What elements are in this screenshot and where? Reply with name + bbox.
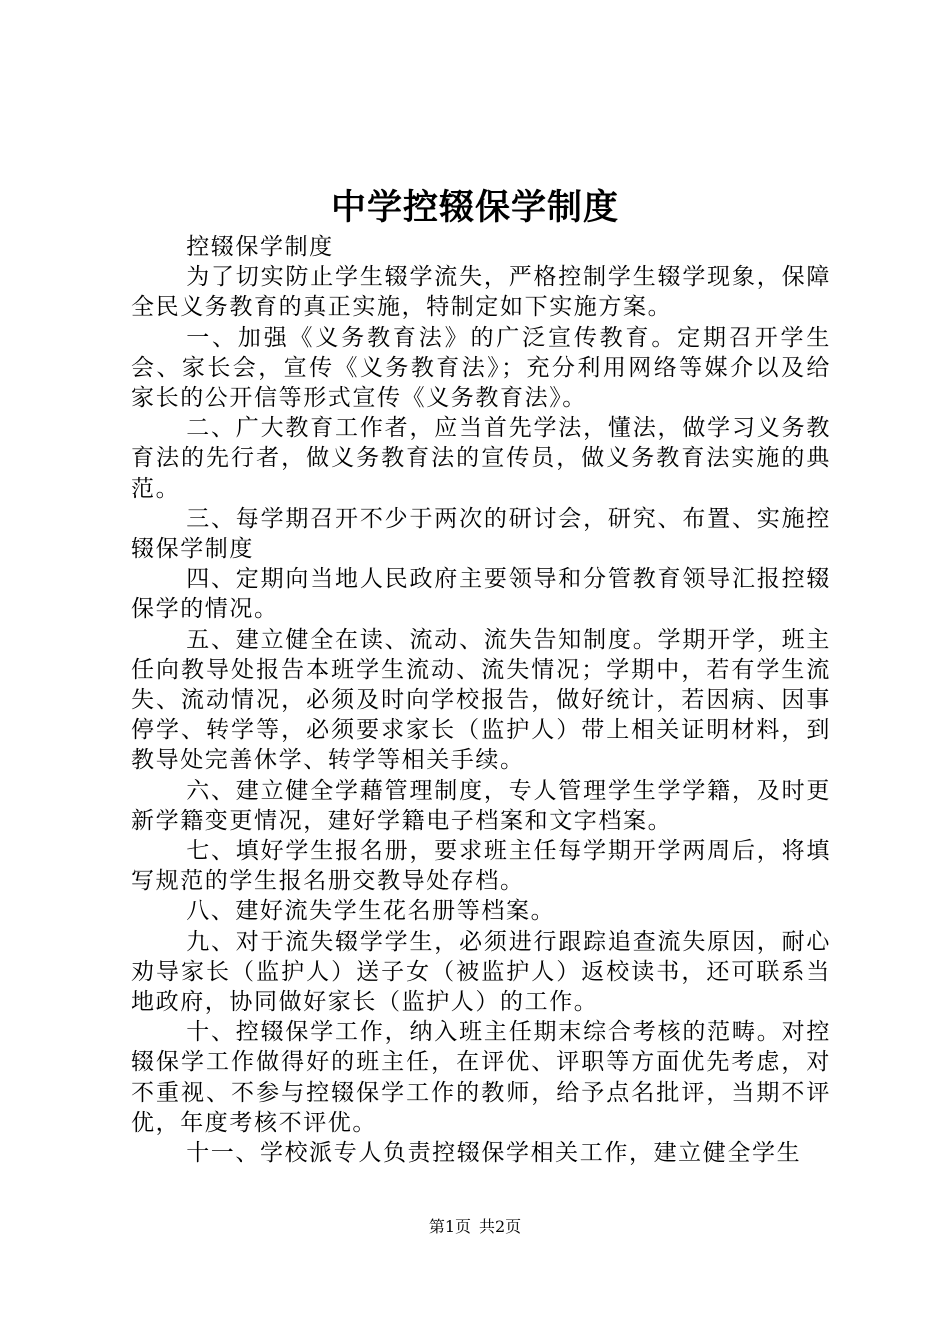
paragraph-item-7: 七、填好学生报名册，要求班主任每学期开学两周后，将填写规范的学生报名册交教导处存档。 (131, 838, 831, 895)
page-number-total: 共2页 (479, 1217, 522, 1236)
paragraph-item-5: 五、建立健全在读、流动、流失告知制度。学期开学，班主任向教导处报告本班学生流动、流失情况；学期中，若有学生流失、流动情况，必须及时向学校报告，做好统计，若因病、因事停学、转学等，必须要求家长（监护人）带上相关证明材料，到教导处完善休学、转学等相关手续。 (131, 626, 831, 774)
document-body (131, 232, 831, 1168)
paragraph-item-4: 四、定期向当地人民政府主要领导和分管教育领导汇报控辍保学的情况。 (131, 566, 831, 623)
paragraph-intro: 为了切实防止学生辍学流失，严格控制学生辍学现象，保障全民义务教育的真正实施，特制定如下实施方案。 (131, 264, 831, 321)
paragraph-item-1: 一、加强《义务教育法》的广泛宣传教育。定期召开学生会、家长会，宣传《义务教育法》；充分利用网络等媒介以及给家长的公开信等形式宣传《义务教育法》。 (131, 324, 831, 412)
paragraph-item-9: 九、对于流失辍学学生，必须进行跟踪追查流失原因，耐心劝导家长（监护人）送子女（被监护人）返校读书，还可联系当地政府，协同做好家长（监护人）的工作。 (131, 928, 831, 1016)
page-footer (0, 1216, 950, 1238)
paragraph-item-10: 十、控辍保学工作，纳入班主任期末综合考核的范畴。对控辍保学工作做得好的班主任，在评优、评职等方面优先考虑，对不重视、不参与控辍保学工作的教师，给予点名批评，当期不评优，年度考核不评优。 (131, 1019, 831, 1136)
paragraph-item-2: 二、广大教育工作者，应当首先学法，懂法，做学习义务教育法的先行者，做义务教育法的宣传员，做义务教育法实施的典范。 (131, 415, 831, 502)
document-title: 中学控辍保学制度 (330, 187, 619, 228)
page-number-current: 第1页 (428, 1217, 471, 1236)
paragraph-item-3: 三、每学期召开不少于两次的研讨会，研究、布置、实施控辍保学制度 (131, 505, 831, 563)
paragraph-item-11: 十一、学校派专人负责控辍保学相关工作，建立健全学生 (186, 1140, 802, 1167)
paragraph-item-8: 八、建好流失学生花名册等档案。 (186, 898, 556, 925)
paragraph-item-6: 六、建立健全学藉管理制度，专人管理学生学学籍，及时更新学籍变更情况，建好学籍电子档案和文字档案。 (131, 777, 831, 834)
paragraph-subtitle: 控辍保学制度 (186, 234, 334, 260)
